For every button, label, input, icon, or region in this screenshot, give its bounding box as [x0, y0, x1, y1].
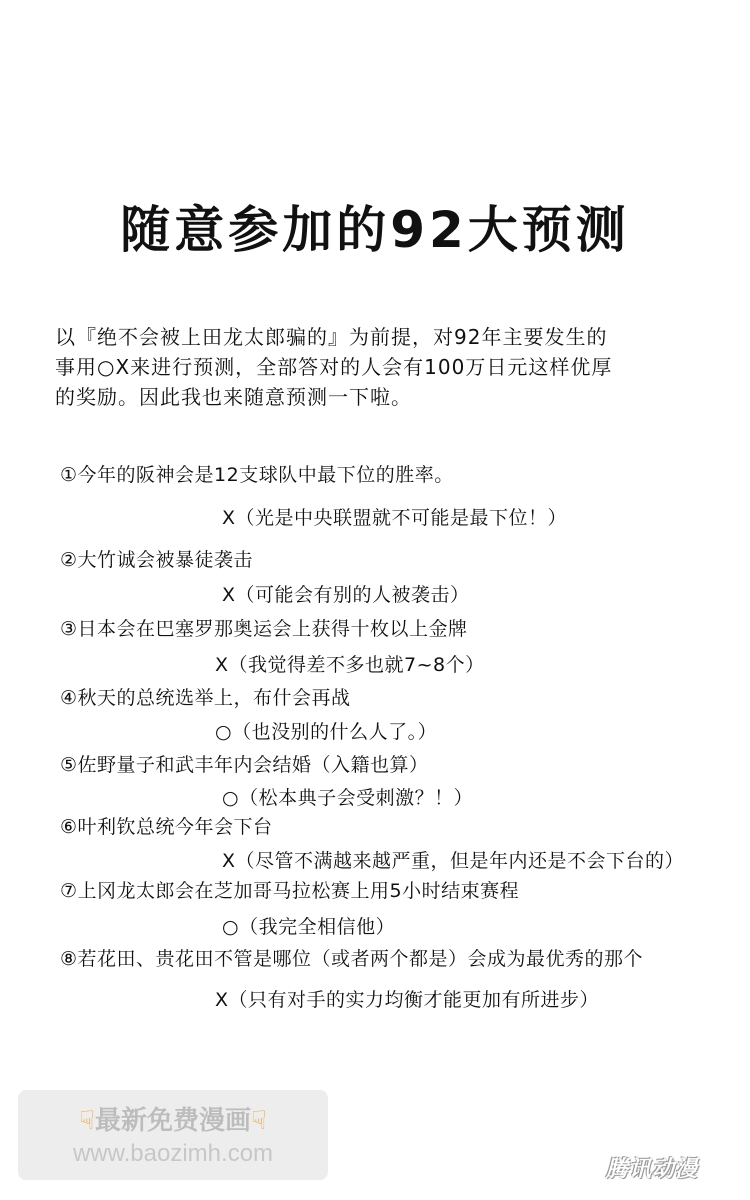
prediction-question: ⑧若花田、贵花田不管是哪位（或者两个都是）会成为最优秀的那个 [60, 948, 644, 970]
prediction-answer: X（我觉得差不多也就7~8个） [215, 654, 485, 676]
prediction-question: ⑥叶利钦总统今年会下台 [60, 816, 273, 838]
page-title: 随意参加的92大预测 [120, 201, 630, 259]
watermark-title [18, 1100, 328, 1137]
prediction-question: ③日本会在巴塞罗那奥运会上获得十枚以上金牌 [60, 618, 468, 640]
prediction-answer: X（只有对手的实力均衡才能更加有所进步） [215, 989, 600, 1011]
intro-line: 的奖励。因此我也来随意预测一下啦。 [55, 385, 412, 409]
prediction-question: ④秋天的总统选举上，布什会再战 [60, 687, 351, 709]
intro-paragraph [55, 322, 725, 412]
publisher-logo: 腾讯动漫 [606, 1157, 699, 1182]
prediction-answer: ○（松本典子会受刺激？！） [222, 787, 474, 809]
prediction-answer: X（可能会有别的人被袭击） [222, 584, 470, 606]
prediction-question: ⑤佐野量子和武丰年内会结婚（入籍也算） [60, 754, 429, 776]
prediction-question: ②大竹诚会被暴徒袭击 [60, 549, 254, 571]
prediction-answer: X（尽管不满越来越严重，但是年内还是不会下台的） [222, 850, 685, 872]
pointing-hand-icon: ☟ [79, 1106, 95, 1136]
watermark-url: www.baozimh.com [72, 1140, 274, 1167]
prediction-question: ①今年的阪神会是12支球队中最下位的胜率。 [60, 464, 454, 486]
prediction-answer: ○（也没别的什么人了。） [215, 721, 438, 743]
pointing-hand-icon: ☟ [251, 1106, 267, 1136]
prediction-answer: X（光是中央联盟就不可能是最下位！） [222, 507, 568, 529]
intro-line: 事用○X来进行预测，全部答对的人会有100万日元这样优厚 [55, 355, 613, 379]
watermark-line1: 最新免费漫画 [94, 1106, 251, 1136]
watermark [18, 1090, 328, 1180]
intro-line: 以『绝不会被上田龙太郎骗的』为前提，对92年主要发生的 [55, 325, 608, 349]
prediction-question: ⑦上冈龙太郎会在芝加哥马拉松赛上用5小时结束赛程 [60, 880, 520, 902]
prediction-answer: ○（我完全相信他） [222, 916, 396, 938]
